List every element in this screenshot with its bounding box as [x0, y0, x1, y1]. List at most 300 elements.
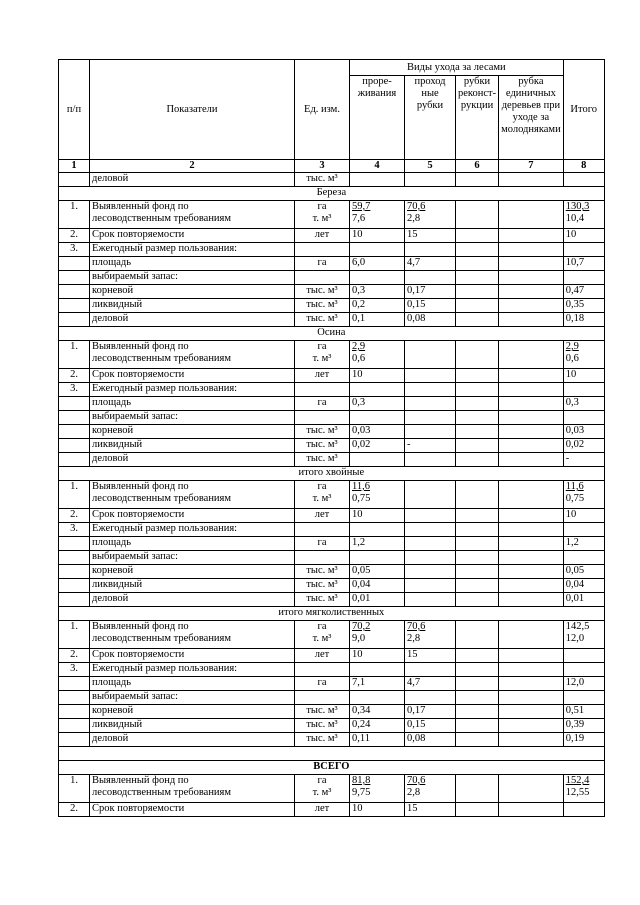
- row-label: деловой: [90, 453, 295, 467]
- row-label: выбираемый запас:: [90, 551, 295, 565]
- cell-passage: [405, 243, 456, 257]
- cell-total: [563, 411, 604, 425]
- row-unit: [295, 663, 350, 677]
- cell-reconstruction: [456, 593, 499, 607]
- cell-thinning-area: 70,2: [352, 621, 371, 632]
- cell-thinning: [350, 551, 405, 565]
- row-number: [59, 733, 90, 747]
- table-row: [59, 677, 605, 691]
- row-label: Срок повторяемости: [90, 369, 295, 383]
- cell-passage: 15: [405, 229, 456, 243]
- section-row: [59, 187, 605, 201]
- row-unit: [295, 621, 350, 649]
- row-unit: тыс. м³: [295, 705, 350, 719]
- row-label: ликвидный: [90, 439, 295, 453]
- cell-total: 0,51: [563, 705, 604, 719]
- table-row: [59, 579, 605, 593]
- cell-total-area: 152,4: [565, 775, 590, 786]
- row-unit-line1: га: [317, 481, 327, 492]
- row-label: площадь: [90, 397, 295, 411]
- header-unit: Ед. изм.: [295, 60, 350, 160]
- col-number-7: 7: [499, 160, 564, 173]
- row-label: площадь: [90, 257, 295, 271]
- cell-passage: [405, 453, 456, 467]
- cell-total: 0,47: [563, 285, 604, 299]
- table-row: [59, 551, 605, 565]
- row-unit: тыс. м³: [295, 285, 350, 299]
- cell-reconstruction: [456, 453, 499, 467]
- cell-passage: -: [405, 439, 456, 453]
- row-label: [90, 201, 295, 229]
- row-number: 2.: [59, 649, 90, 663]
- cell-total: 0,03: [563, 425, 604, 439]
- row-unit: тыс. м³: [295, 173, 350, 187]
- section-row: [59, 607, 605, 621]
- cell-total: [563, 383, 604, 397]
- row-label: Срок повторяемости: [90, 229, 295, 243]
- cell-reconstruction: [456, 341, 499, 369]
- row-label: Срок повторяемости: [90, 649, 295, 663]
- row-unit-line1: га: [317, 775, 327, 786]
- cell-passage: 0,15: [405, 299, 456, 313]
- cell-reconstruction: [456, 621, 499, 649]
- cell-thinning: 10: [350, 803, 405, 817]
- row-unit: [295, 201, 350, 229]
- cell-passage: 0,17: [405, 705, 456, 719]
- row-unit: га: [295, 677, 350, 691]
- cell-reconstruction: [456, 509, 499, 523]
- cell-reconstruction: [456, 677, 499, 691]
- cell-passage-area: 70,6: [407, 201, 426, 212]
- row-label-line2: лесоводственным требованиям: [92, 493, 232, 504]
- header-np: п/п: [59, 60, 90, 160]
- row-number: [59, 537, 90, 551]
- cell-reconstruction: [456, 691, 499, 705]
- cell-total: 10: [563, 229, 604, 243]
- row-number: 1.: [59, 201, 90, 229]
- cell-single-trees: [499, 677, 564, 691]
- cell-reconstruction: [456, 397, 499, 411]
- col-number-8: 8: [563, 160, 604, 173]
- forest-care-table-sheet: [58, 59, 605, 817]
- row-unit: тыс. м³: [295, 733, 350, 747]
- table-row: [59, 481, 605, 509]
- cell-thinning: 0,03: [350, 425, 405, 439]
- row-label: Ежегодный размер пользования:: [90, 523, 295, 537]
- cell-single-trees: [499, 411, 564, 425]
- row-number: [59, 565, 90, 579]
- cell-reconstruction: [456, 775, 499, 803]
- blank-cell: [59, 747, 605, 761]
- cell-total: 0,04: [563, 579, 604, 593]
- cell-single-trees: [499, 425, 564, 439]
- cell-passage: [405, 691, 456, 705]
- row-label-line1: Выявленный фонд по: [92, 341, 189, 352]
- cell-passage: 15: [405, 803, 456, 817]
- cell-thinning: [350, 691, 405, 705]
- cell-total-area: 130,3: [565, 201, 590, 212]
- cell-total: [563, 271, 604, 285]
- cell-total: [563, 551, 604, 565]
- cell-total: 1,2: [563, 537, 604, 551]
- row-label: ликвидный: [90, 579, 295, 593]
- row-label: площадь: [90, 677, 295, 691]
- row-label: Ежегодный размер пользования:: [90, 243, 295, 257]
- cell-thinning: [350, 523, 405, 537]
- table-row: [59, 173, 605, 187]
- cell-passage: 15: [405, 649, 456, 663]
- cell-total: [563, 341, 604, 369]
- cell-thinning: 10: [350, 509, 405, 523]
- cell-single-trees: [499, 369, 564, 383]
- cell-passage-volume: 2,8: [407, 787, 421, 798]
- row-unit: тыс. м³: [295, 453, 350, 467]
- cell-reconstruction: [456, 523, 499, 537]
- row-label: [90, 481, 295, 509]
- cell-total-volume: 0,75: [565, 493, 585, 504]
- cell-thinning: [350, 775, 405, 803]
- cell-single-trees: [499, 201, 564, 229]
- row-unit: [295, 775, 350, 803]
- row-unit-line1: га: [317, 341, 327, 352]
- cell-total: [563, 523, 604, 537]
- row-label: [90, 341, 295, 369]
- table-row: [59, 649, 605, 663]
- table-row: [59, 397, 605, 411]
- cell-passage-volume: 2,8: [407, 633, 421, 644]
- cell-reconstruction: [456, 285, 499, 299]
- cell-passage: [405, 425, 456, 439]
- cell-thinning-area: 59,7: [352, 201, 371, 212]
- row-unit-line2: т. м³: [312, 493, 332, 504]
- table-row: [59, 705, 605, 719]
- cell-total: 10: [563, 509, 604, 523]
- cell-reconstruction: [456, 243, 499, 257]
- cell-single-trees: [499, 579, 564, 593]
- row-label: деловой: [90, 173, 295, 187]
- row-unit: тыс. м³: [295, 439, 350, 453]
- cell-single-trees: [499, 509, 564, 523]
- cell-thinning: 0,05: [350, 565, 405, 579]
- row-label: выбираемый запас:: [90, 691, 295, 705]
- table-row: [59, 537, 605, 551]
- row-unit: тыс. м³: [295, 299, 350, 313]
- row-number: [59, 453, 90, 467]
- table-row: [59, 271, 605, 285]
- cell-passage: [405, 663, 456, 677]
- row-unit: [295, 523, 350, 537]
- cell-passage: [405, 173, 456, 187]
- cell-passage: [405, 593, 456, 607]
- cell-total: 0,35: [563, 299, 604, 313]
- cell-reconstruction: [456, 733, 499, 747]
- cell-reconstruction: [456, 425, 499, 439]
- cell-thinning: 10: [350, 369, 405, 383]
- table-row: [59, 663, 605, 677]
- table-row: [59, 299, 605, 313]
- cell-reconstruction: [456, 803, 499, 817]
- row-label: ликвидный: [90, 719, 295, 733]
- row-number: [59, 593, 90, 607]
- cell-thinning-area: 2,9: [352, 341, 366, 352]
- table-row: [59, 593, 605, 607]
- table-row: [59, 229, 605, 243]
- row-label: деловой: [90, 593, 295, 607]
- section-title: ВСЕГО: [59, 761, 605, 775]
- row-unit-line2: т. м³: [312, 787, 332, 798]
- row-unit: [295, 691, 350, 705]
- cell-single-trees: [499, 341, 564, 369]
- row-number: [59, 299, 90, 313]
- cell-thinning-volume: 0,6: [352, 353, 366, 364]
- row-number: 2.: [59, 509, 90, 523]
- row-label: выбираемый запас:: [90, 271, 295, 285]
- row-number: [59, 313, 90, 327]
- cell-thinning: [350, 243, 405, 257]
- row-unit: га: [295, 257, 350, 271]
- cell-single-trees: [499, 383, 564, 397]
- table-row: [59, 243, 605, 257]
- cell-reconstruction: [456, 383, 499, 397]
- row-number: 1.: [59, 775, 90, 803]
- row-number: 3.: [59, 663, 90, 677]
- cell-single-trees: [499, 663, 564, 677]
- cell-single-trees: [499, 649, 564, 663]
- row-number: [59, 285, 90, 299]
- cell-total: 0,39: [563, 719, 604, 733]
- row-label: Ежегодный размер пользования:: [90, 383, 295, 397]
- cell-total-area: 142,5: [565, 621, 590, 632]
- table-row: [59, 453, 605, 467]
- row-label: выбираемый запас:: [90, 411, 295, 425]
- row-unit-line1: га: [317, 621, 327, 632]
- table-row: [59, 621, 605, 649]
- row-label: [90, 775, 295, 803]
- cell-total-volume: 12,55: [565, 787, 590, 798]
- row-unit: тыс. м³: [295, 719, 350, 733]
- cell-total: [563, 481, 604, 509]
- cell-passage: [405, 551, 456, 565]
- cell-thinning-volume: 7,6: [352, 213, 366, 224]
- cell-total: 0,3: [563, 397, 604, 411]
- cell-passage: [405, 271, 456, 285]
- row-number: 3.: [59, 383, 90, 397]
- row-label: корневой: [90, 565, 295, 579]
- cell-total: 0,02: [563, 439, 604, 453]
- table-row: [59, 733, 605, 747]
- cell-thinning: [350, 411, 405, 425]
- cell-single-trees: [499, 705, 564, 719]
- header-reconstruction: рубки реконст-рукции: [456, 76, 499, 160]
- cell-total-volume: 12,0: [565, 633, 585, 644]
- cell-total: [563, 621, 604, 649]
- row-label: Срок повторяемости: [90, 803, 295, 817]
- row-number: [59, 579, 90, 593]
- row-label-line2: лесоводственным требованиям: [92, 787, 232, 798]
- row-label: корневой: [90, 425, 295, 439]
- row-number: [59, 719, 90, 733]
- cell-reconstruction: [456, 271, 499, 285]
- cell-total-area: 11,6: [565, 481, 584, 492]
- cell-passage: [405, 565, 456, 579]
- cell-total: [563, 201, 604, 229]
- cell-passage: [405, 523, 456, 537]
- row-unit: тыс. м³: [295, 579, 350, 593]
- row-label: площадь: [90, 537, 295, 551]
- col-number-2: 2: [90, 160, 295, 173]
- cell-passage: [405, 481, 456, 509]
- row-label: корневой: [90, 705, 295, 719]
- cell-thinning: [350, 481, 405, 509]
- cell-thinning: [350, 173, 405, 187]
- row-unit-line1: га: [317, 201, 327, 212]
- cell-passage: 0,08: [405, 733, 456, 747]
- cell-single-trees: [499, 481, 564, 509]
- cell-thinning: 10: [350, 229, 405, 243]
- row-unit: тыс. м³: [295, 565, 350, 579]
- cell-reconstruction: [456, 201, 499, 229]
- row-number: 2.: [59, 229, 90, 243]
- cell-passage: [405, 775, 456, 803]
- cell-total: 0,05: [563, 565, 604, 579]
- table-row: [59, 201, 605, 229]
- section-title: итого мягколиственных: [59, 607, 605, 621]
- cell-thinning: 0,24: [350, 719, 405, 733]
- row-label-line1: Выявленный фонд по: [92, 775, 189, 786]
- header-care-types: Виды ухода за лесами: [350, 60, 564, 76]
- cell-passage: [405, 537, 456, 551]
- cell-total: [563, 649, 604, 663]
- cell-total: [563, 691, 604, 705]
- header-thinning: проре-живания: [350, 76, 405, 160]
- cell-reconstruction: [456, 229, 499, 243]
- row-unit: [295, 341, 350, 369]
- row-number: 1.: [59, 621, 90, 649]
- cell-reconstruction: [456, 663, 499, 677]
- row-label: ликвидный: [90, 299, 295, 313]
- row-unit: лет: [295, 229, 350, 243]
- cell-single-trees: [499, 285, 564, 299]
- row-number: [59, 173, 90, 187]
- cell-passage-area: 70,6: [407, 775, 426, 786]
- cell-total-area: 2,9: [565, 341, 579, 352]
- cell-single-trees: [499, 397, 564, 411]
- row-label: Ежегодный размер пользования:: [90, 663, 295, 677]
- cell-total: 0,19: [563, 733, 604, 747]
- row-number: [59, 397, 90, 411]
- col-number-1: 1: [59, 160, 90, 173]
- col-number-4: 4: [350, 160, 405, 173]
- cell-thinning: 0,04: [350, 579, 405, 593]
- row-unit: лет: [295, 649, 350, 663]
- cell-reconstruction: [456, 257, 499, 271]
- row-label-line1: Выявленный фонд по: [92, 481, 189, 492]
- cell-reconstruction: [456, 719, 499, 733]
- cell-total: -: [563, 453, 604, 467]
- cell-thinning-volume: 0,75: [352, 493, 371, 504]
- col-number-5: 5: [405, 160, 456, 173]
- cell-total-volume: 0,6: [565, 353, 579, 364]
- table-row: [59, 341, 605, 369]
- header-total: Итого: [563, 60, 604, 160]
- cell-total: 10,7: [563, 257, 604, 271]
- cell-single-trees: [499, 257, 564, 271]
- cell-thinning: 0,11: [350, 733, 405, 747]
- cell-total: [563, 663, 604, 677]
- cell-single-trees: [499, 537, 564, 551]
- cell-thinning: [350, 453, 405, 467]
- row-number: 3.: [59, 523, 90, 537]
- cell-single-trees: [499, 719, 564, 733]
- cell-total: [563, 243, 604, 257]
- cell-thinning: 0,2: [350, 299, 405, 313]
- header-passage-cuts: проход ные рубки: [405, 76, 456, 160]
- cell-single-trees: [499, 593, 564, 607]
- row-unit: [295, 551, 350, 565]
- row-label: корневой: [90, 285, 295, 299]
- table-row: [59, 285, 605, 299]
- row-unit: [295, 411, 350, 425]
- section-title: итого хвойные: [59, 467, 605, 481]
- row-unit: тыс. м³: [295, 593, 350, 607]
- cell-thinning-area: 81,8: [352, 775, 371, 786]
- cell-thinning: 0,34: [350, 705, 405, 719]
- cell-reconstruction: [456, 551, 499, 565]
- cell-reconstruction: [456, 439, 499, 453]
- table-row: [59, 803, 605, 817]
- row-unit-line2: т. м³: [312, 633, 332, 644]
- table-body: [59, 173, 605, 817]
- cell-reconstruction: [456, 565, 499, 579]
- cell-thinning: [350, 341, 405, 369]
- row-unit: лет: [295, 509, 350, 523]
- cell-single-trees: [499, 551, 564, 565]
- cell-passage: 0,17: [405, 285, 456, 299]
- cell-passage: [405, 383, 456, 397]
- row-label-line1: Выявленный фонд по: [92, 621, 189, 632]
- row-unit: га: [295, 397, 350, 411]
- header-indicator: Показатели: [90, 60, 295, 160]
- cell-thinning: 0,1: [350, 313, 405, 327]
- row-label-line2: лесоводственным требованиям: [92, 213, 232, 224]
- cell-thinning-volume: 9,75: [352, 787, 371, 798]
- row-label: Срок повторяемости: [90, 509, 295, 523]
- cell-passage: [405, 341, 456, 369]
- row-unit-line2: т. м³: [312, 213, 332, 224]
- cell-total: 0,18: [563, 313, 604, 327]
- row-number: 2.: [59, 803, 90, 817]
- cell-thinning: 0,01: [350, 593, 405, 607]
- row-number: 2.: [59, 369, 90, 383]
- table-row: [59, 383, 605, 397]
- cell-reconstruction: [456, 173, 499, 187]
- row-number: [59, 677, 90, 691]
- cell-passage: 4,7: [405, 677, 456, 691]
- row-label: деловой: [90, 733, 295, 747]
- cell-passage-area: 70,6: [407, 621, 426, 632]
- cell-single-trees: [499, 691, 564, 705]
- row-number: [59, 705, 90, 719]
- row-unit: [295, 481, 350, 509]
- table-row: [59, 719, 605, 733]
- row-label: [90, 621, 295, 649]
- cell-thinning: 6,0: [350, 257, 405, 271]
- cell-passage: [405, 621, 456, 649]
- row-unit: [295, 243, 350, 257]
- section-title: Осина: [59, 327, 605, 341]
- cell-thinning: [350, 383, 405, 397]
- table-row: [59, 523, 605, 537]
